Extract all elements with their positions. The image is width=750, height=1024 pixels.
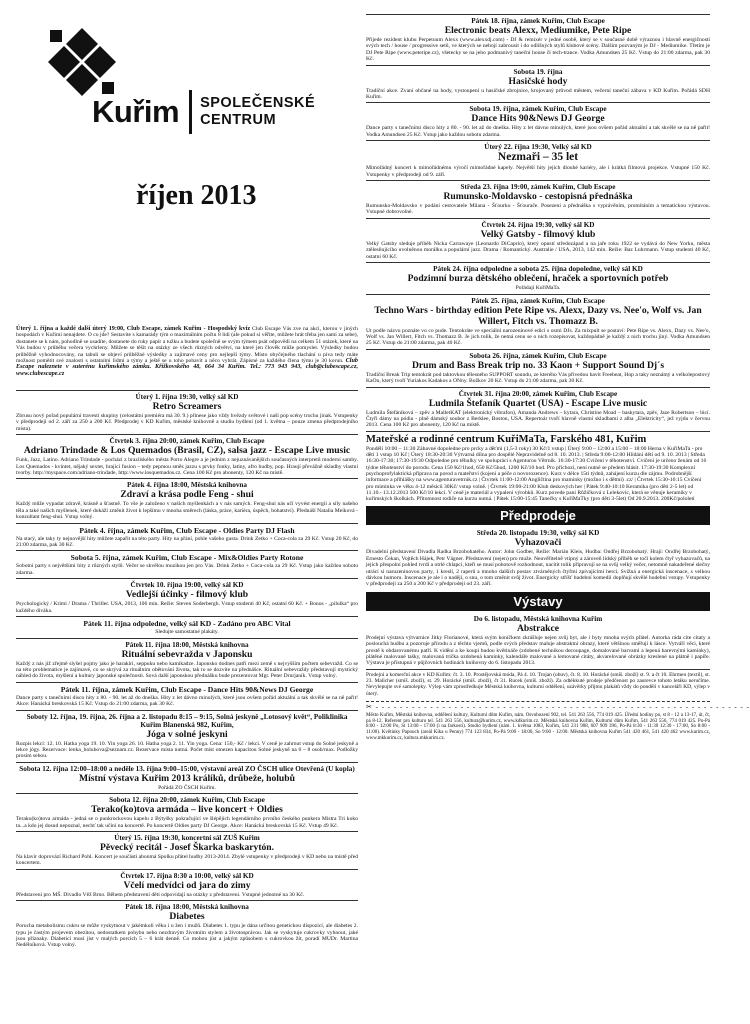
event-header: Středa 23. října 19:00, zámek Kuřim, Club Escape — [460, 183, 616, 192]
event-header: Čtvrtek 31. října 20:00, zámek Kuřim, Club Escape — [458, 389, 618, 398]
event-item — [16, 869, 358, 900]
event-body: Tradiční akce. Zvaní občané na hody, vystoupení u hasičské zbrojnice, krojovaný průvod městem, večerní taneční zábava v KD Kuřim. Pořádá SDH Kuřim. — [366, 87, 710, 101]
event-body: Ut podle názvu poznáte vo co pude. Tentokráte ve speciální narozeninové edici s osmi DJs. Za mixpult se postaví: Pete Ripe vs. Alexx, Dazy vs. Nee'o, Wolf vs. Jan Willert, Fitch vs. Thomazz B. Je jich tolik, že nemá cenu se o nich rozepisovat, každopádně je každý z nich trochu jiný. Vodka Amundsen 25 Kč. Vstup do 21:00 zdarma, pak 40 Kč. — [366, 327, 710, 347]
family-center — [366, 431, 710, 505]
event-title: Abstrakce — [516, 622, 560, 634]
event-body: Dance party s tanečními disco hity z 80. - 90. let až do dneška. Hity z let dávno minulých, které jsou ovšem pořád aktuální a tak skvělé se na ně pařit! Vodka Amundsen 25 Kč. Vstup jako každou sobotu zdarma. — [366, 125, 710, 138]
event-item — [16, 793, 358, 831]
event-item — [366, 294, 710, 349]
event-header: Pátek 24. října odpoledne a sobota 25. října dopoledne, velký sál KD — [433, 265, 643, 274]
intro-block — [16, 326, 358, 377]
event-title: Terako(ko)tova armáda – live koncert + Oldies — [91, 804, 283, 816]
event-title: Pátek 4. října, zámek Kuřim, Club Escape - Oldies Party DJ Flash — [79, 525, 295, 535]
event-body: Každý z nás již zřejmě slyšel pojmy jako je harakiri, seppuku nebo kamikadze. Japonsko dodnes patří mezi země s nejvyšším počtem sebevražd. Co se na této problematice je zajímavé, co se skrývá za rituálním obětování života, tak to se dozvíte na přednášce. Rituální sebevraždy představují mystický náhled do života, myšlení a kultury japonské společnosti. Sová další japonskou přednášku bude prezentovat Mgr. Peter Drurjaník. Vstup volný. — [16, 660, 358, 680]
event-item — [366, 14, 710, 65]
event-header: Sobota 26. října, zámek Kuřim, Club Escape — [469, 351, 607, 360]
brand-subtitle — [200, 95, 315, 129]
event-header: Pátek 18. října 18:00, Městská knihovna — [125, 903, 249, 912]
month-title: říjen 2013 — [136, 180, 257, 211]
event-header: Pátek 25. října, zámek Kuřim, Club Escape — [471, 296, 605, 305]
event-body: Sobotní party s největšími hity z různých stylů. Večer se skvělou muzikou jen pro Vás. Drink Zetko + Coca-cola za 29 Kč. Vstup jako každou sobotu zdarma. — [16, 563, 358, 576]
event-item — [366, 180, 710, 218]
event-item — [16, 390, 358, 434]
event-item — [366, 262, 710, 293]
event-header: Sobota 19. října — [513, 67, 563, 76]
address-info: Město Kuřim, Městská knihovna, oddělení kultury, Kulturní dům Kuřim, nám. Osvobození 902, tel. 541 263 556, 774 019 425. Úřední hodiny po, st 8 - 12 a 13-17, út, čt, pá 8-12. Referent pro kulturu tel. 541 263 556, kultura@kurim.cz, www.kdkurim.cz. Městská knihovna Kuřim, Kulturní dům Kuřim, 541 263 556, 774 019 425. Po-Pá 8:00 - 12:00 Po, St 13:00 - 17:00 (i na farkosti). Studio bydlení (nám. 1. května 1083, Kuřim, 541 231 908, 607 909 396, Po-Pá 8:30 - 11:30 12:30 - 17:00, So 8:00 - 11:00). Květinky Papouch (areál Kika u Penny) 774 123 834, Po-Pá 9:00 - 18:00, So 9:00 - 12:00. Městská knihovna Kuřim 541 420 461, 541 420 462 www.kurim.cz, www.mkkurim.cz, kultura.mkkurim.cz. — [366, 712, 710, 741]
event-item — [16, 478, 358, 522]
event-item — [16, 710, 358, 762]
event-header: Úterý 15. října 19:30, koncertní sál ZUŠ Kuřim — [114, 833, 260, 842]
event-body: Dance party s tanečními disco hity z 80. - 90. let až do dneška. Hity z let dávno minulých, které jsou ovšem pořád aktuální a tak skvělé se na ně pařit! Akce: Hanácká breskovská 15 Kč. Vstup do 21:00 zdarma, pak 30 Kč. — [16, 694, 358, 708]
event-title: Ludmila Štefaník Quartet (USA) - Escape Live music — [428, 397, 648, 409]
event-title: Velký Gatsby - filmový klub — [480, 228, 596, 240]
event-header: Soboty 12. října, 19. října, 26. října a 2. listopadu 8:15 – 9:15, Solná jeskyně „Lotosový květ“, Poliklinika Kuřim Blanenská 982, Kuřim, — [26, 712, 348, 729]
event-body: Porucha metabolismu cukru se může vyskytnout v jakémkoli věku i u žen i mužů. Diabetes 1. typu je dána určitou genetickou dispozicí, ale diabetes 2. typu je častým projevem obezitou, nedostatkem pohybu nebo nezdravým životním stylem a životosprávou. Jak se vyskytuje cukrovky vyhnout, jaké jsou příznaky. Diabetici musí jíst v malých porcích 5 – 6 krát denně. Co mohou jíst a jakým způsobem s cukrovkou žít, poradí MUDr. Martina Nedělníková. Vstup volný. — [16, 923, 358, 949]
event-title: Hasičské hody — [508, 75, 568, 87]
event-header: Pátek 18. října, zámek Kuřim, Club Escape — [471, 17, 605, 25]
event-body: Tradiční Break Trip tentokrát pod taktovkou tělesného SUPPORT soundu, ze kterého Vás přivedou bavit Freebeat, Hop a taky neznámý a velkolepostový KaOn, který tvoří Yuriakos Kadakos a ONny. Božkov 20 Kč. Vstup do 21:00 zdarma, pak 30 Kč. — [366, 371, 710, 385]
event-header: Pátek 4. října 18:00, Městská knihovna — [127, 481, 247, 490]
event-item — [366, 102, 710, 140]
event-title: Dance Hits 90&News DJ George — [471, 113, 605, 125]
cut-line: ✂ - - - - - - - - - - - - - - - - - - - - - - - - - - - - - - - - - - - - - - - - - - - - - - - - - - - - - - - - - - - - - - — [366, 702, 750, 711]
event-header: Středa 20. listopadu 19:30, velký sál KD — [476, 529, 600, 538]
event-body: Funk, Jazz, Latino. Adriano Trindade - pochází z brazilského města Porto Alegre a je jedním z nejuznávanějších současných interpretů moderní samby. Los Quemados - kvintet, nějaký sextet, hrající fusion – tedy pepmou směs jazzu s prvky funky, latiny, afro hudby, pop. Hraují převážně skladby vlastní tvorby. http://myspace.com/adriano-trindade, http://www.losquemados.cz. Cena 100 Kč pro abonenty, 120 Kč na místě. — [16, 457, 358, 477]
family-center-title: Mateřské a rodinné centrum KuřiMaTa, Farského 481, Kuřim — [366, 433, 647, 445]
event-header: Do 6. listopadu, Městská knihovna Kuřim — [473, 614, 603, 623]
event-item — [16, 616, 358, 637]
event-title: Pátek 11. října odpoledne, velký sál KD - Zadáno pro ABC Vital — [83, 619, 291, 629]
event-title: Rituální sebevražda v Japonsku — [121, 648, 253, 660]
event-item — [16, 638, 358, 682]
event-item — [16, 762, 358, 793]
event-header: Čtvrtek 24. října 19:30, velký sál KD — [481, 220, 595, 229]
presale-band: Předprodeje — [366, 506, 710, 525]
event-header: Čtvrtek 10. října 19:00, velký sál KD — [130, 581, 244, 590]
event-body: Prodejní výstava výtvarnice Jitky Florianové, která svým koníčkem zkrášluje nejen svůj byt, ale i byty mnoha svých přátel. Autorka ráda cite citaty a poslouchá hudbu a pozoruje přírodu a z těchto vjemů, podle svých představ maluje abstraktní obrazy, které většinou směřují k lásce. Vytváří věci, které prostě k obdarovanému patří. K vidění a ke koupi budou květináče (zdobené technikou decoupage, domalované barvami a lepená barevnými kamínky), plátěné malované tašky, malovaná trička ozdobená kamínky, kalendáře malované a lemované citáty, akvarelované obrázky kreslené na plátně i papíře. Výstava je přístupná v půjčovních hodinách knihovny do 6. listopadu 2013. — [366, 634, 710, 667]
event-item — [16, 900, 358, 951]
event-title: Včelí medvídci od jara do zimy — [123, 879, 251, 891]
brand-line1: SPOLEČENSKÉ — [200, 95, 316, 111]
event-item — [16, 434, 358, 478]
intro-tail: Club Escape naleznete v suterénu kuřimského zámku. Křížkovského 48, 664 34 Kuřim. Tel.: 773 943 943, club@clubescape.cz, www.clubescape.cz — [16, 357, 358, 377]
event-title: Drum and Bass Break trip no. 33 Kaon + Support Sound Dj´s — [411, 359, 665, 371]
event-body: Pořádá ZO ČSCH Kuřim. — [158, 784, 216, 791]
event-body: Psychologický / Krimi / Drama / Thriller. USA, 2013, 106 min. Režie: Steven Soderbergh. Vstup studenti 40 Kč, ostatní 60 Kč. + Bonus - „pilulka“ pro každého diváka. — [16, 601, 358, 614]
event-item — [16, 831, 358, 869]
right-column — [366, 14, 750, 1014]
event-header: Čtvrtek 17. října 8:30 a 10:00, velký sál KD — [120, 871, 254, 880]
event-title: Pěvecký recitál - Josef Škarka baskarytón. — [99, 841, 275, 853]
event-header: Sobota 12. října 20:00, zámek Kuřim, Club Escape — [109, 796, 265, 805]
event-body: Každý může vypadat zdravě, krásně a šťastně. To vše je založeno v našich myšlenkách a v nás samých. Feng-shui nás učí vyvést energii a síly našeho těla a také našich myšlenek, které dokáží změnit život k lepšímu v mnoha směrech (láska, práce, kariéra, úspěch, bohatství). Přednáší Natalia Meíková - konzultant feng-shui. Vstup volný. — [16, 501, 358, 521]
exhibit-band: Výstavy — [366, 592, 710, 611]
event-body: Na klavír doprovází Richard Pohl. Koncert je součástí abonmá Spolku přátel hudby 2013-2014. Zbylé vstupenky v předprodeji v KD nebo na místě před koncertem. — [16, 853, 358, 867]
event-body: Divadelní představení Divadla Radka Brzobohatého. Autor: John Godber, Režie: Marián Kleis, Hudba: Ondřej Brzobohatý. Hrají: Ondřej Brzobohatý, Ernesto Čekan, Vojtěch Hájek, Petr Vágner. Představení (nejen) pro muže. Neuvěřitelně vtipný a zároveň lidský příběh se točí kolem čtyř vyhazovačů, na jejich přespolní pohled tvrdí a otrlé chlapci, kteří se musí pohotově rozhodnout, nacítit tolik připravují se na svůj velký večer, netomně nakadeřené slečny utrácí si naruzeninovou party, 1 kreslí, 2 raperů a mnoho dalších postav ztvárněných čtyřmi zpívajícími herci. Svižná a energická inscenace, s velkou dávkou humoru. Inscenace je ale i o naději, o snu, o tom změnit svůj život. Energicky stříšť hudební komedii doplňují skvělé hudební vstupy. Vstupenky v předprodeji za 250 a 200 Kč v předprodeji od 23. září. — [366, 549, 710, 588]
event-title: Rumunsko-Moldavsko - cestopisná přednáška — [443, 191, 633, 203]
event-title: Retro Screamers — [152, 401, 222, 412]
family-center-body: Pondělí 10:00 – 11:30 Zábavné dopoledne pro prcky a děťmi (1,5-3 roky) 30 Kč/1 vstup | Úterý 9:00 – 12:00 a 15:00 – 18:00 Herna v KuřiMaTa - pro děti 1 vstup 10 Kč | Úterý 18:30-20:30 Výtvarná dílna pro dospělé Nepravidelně od 8. 10. 2013. | Středa 9:00-12:00 Hlídání dětí od 9. 10. 2013 | Středa 16:30-17:30; 17:30-19:30 Odpoledne pro těhulky ve spolupráci s Agenturou Větrník. 16:30-17:30 Cvičení v těhotenství. Cvičení je určeno ženám od 16 týdne těhotenství do porodu. Cena 150 Kč/1hod, 650 Kč/5hod, 1200 Kč/10 hod. Pro příchozí, není nutné se předem hlásit. 17:30-19:30 Komplexní psychoprofylaktická příprava na porod a mateřství (kojení a péče o novorozence). Kurz v délce 15ti týdnů, zahájení kurzu dle zájmu. Podrobnější informace a přihlášky na www.agenturavetrnik.cz | Čtvrtek 11:00-12:00 Angličtina pro maminky (možno i s dětmi) .cz/ | Čtvrtek 15:30-16:15 Cvičení pro miminka ve věku 4-12 měsíců 30Kč/ vstup volně. | Čtvrtek 19:00-21:00 Klub deskových her | Pátek 9:40-10:10 Keramika (pro děti 2-5 let) od 11.10.- 13.12.2013 500 Kč/10 lekcí. V ceně je materiál a vypalení výrobků. Kurz povede paní Růžičková z Lelekovic, která se věnuje keramiky v kuřimských školkách. Přítomnost rodiče na kurzu nutná. | Pátek 15:00-15:45 Tanečky s KuřiMaTky (pro děti 3-5let) Od 20.9.2013. 200Kč/pololetí — [366, 445, 707, 503]
exhibit-event — [366, 613, 710, 669]
presale-event — [366, 527, 710, 589]
event-title: Vyhazovači — [514, 537, 562, 549]
intro-body: Club Escape Vás zve na akci, kterou v jiných hospodách v Kuřimi nenajdete. O co jde? Sestavíte s kamarády tým o maximálním počtu 8 lidí (ale pokud si věříte, můžete hrát třeba jen sami za sebe), dostanete se k nám, pohodlně se usadíte, dostanete do ruky papír a tužku a budete společně se svým týmem psát odpovědi na celkem 51 otázek, které na Vás budou v průběhu večera vychrleny. Můžete se těšit na otázky ze všech různých odvětví, na které jen člověk může pomyslet. Výsledky budou průběžně vyhodnocovány, na tabuli se objeví průběžné výsledky a zajímavé ceny pro nejlepší týmy. Místo obyčejného tlachání u piva tedy máte možnost pomětit své znalosti s ostatními lidmi a týmy a ještě se u toho pobavit a něco vyhrát. Zápisné za každého člena týmu je 30 korun. — [16, 326, 358, 365]
event-body: Na starý, ale taky ty nejnovější hity můžete zapařit na této party. Hity na přání, pohle vašeho gusta. Drink Zetko + Coca-cola za 29 Kč. Vstup 20 Kč, do 21:00 zdarma, pak 30 Kč. — [16, 535, 358, 549]
event-title: Diabetes — [169, 911, 205, 923]
event-body: Sledujte samostatné plakáty. — [155, 629, 219, 636]
event-title: Jóga v solné jeskyni — [146, 728, 228, 740]
event-body: Velký Gatsby sleduje příběh Nicka Carrawaye (Leonardo DiCaprio), který opustí středozápad a na jaře roku 1922 se vydává do New Yorku, města ztělesňujícího uvolněnou morálku a populární jazz. Drama / Romantický. Australie / USA, 2013, 142 min. Režie: Baz Luhrmann. Vstup studenti 40 Kč, ostatní 60 Kč. — [366, 240, 710, 260]
event-header: Sobota 12. října 12:00–18:00 a neděle 13. října 9:00–15:00, výstavní areál ZO ČSCH ulice Otevřená (U kopla) — [19, 764, 355, 773]
kurim-cross-logo — [46, 26, 118, 98]
brand-line2: CENTRUM — [200, 112, 277, 128]
event-item — [16, 523, 358, 551]
event-item — [366, 218, 710, 262]
event-body: Rumunsko-Moldavsko v podání cestovatele Milana - Šťourko - Šťourače. Posezení a přednáška s vyprávěním, promítáním a tematickou výstavou. Vstupné dobrovolné. — [366, 203, 710, 216]
event-header: Čtvrtek 3. října 20:00, zámek Kuřim, Club Escape — [109, 437, 265, 446]
right-events-list — [366, 14, 710, 431]
event-item — [366, 65, 710, 103]
event-title: Místní výstava Kuřim 2013 králíků, drůbeže, holubů — [79, 772, 295, 784]
event-item — [366, 140, 710, 180]
event-item — [366, 387, 710, 431]
left-events-list — [16, 390, 358, 951]
intro-head: Úterý 1. října a každé další úterý 19:00, Club Escape, zámek Kuřim - Hospodský kvíz — [16, 325, 251, 332]
event-title: Sobota 5. října, zámek Kuřim, Club Escape - Mix&Oldies Party Rotone — [70, 553, 304, 563]
footer-note: Prodejní a komerční akce v KD Kuřim: čt. 3. 10. Prostějovská móda, Pá 4. 10. Trojan (obuv), čt. 8. 10. Horácké (smíš. zboží) st. 9. a čt 10. Ehrmen (textil), st. 23. Malicher (smíš. zboží), st. 29. Horácké (smíš. zboží), čt 31. Rucek (smíš. zboží). Za odtékkuté prodeje předčenost po zaurevce tohoto letáku neručíme. Nevylepujte své samolepky. Výlep vám zprostředkuje Městská knihovna, kulturní oddělení, uzávěrky přijmu plakátů vždy do pondělí v kanceláři KD, výlep v úterý. — [366, 669, 710, 697]
event-header: Pátek 11. října 18:00, Městská knihovna — [125, 640, 249, 649]
left-column — [16, 14, 358, 1014]
event-title: Nezmaři – 35 let — [497, 151, 579, 164]
event-body: Ludmila Štefániková – zpěv a MalletKAT (elektronický vibrafon), Amanda Andrews – kytara, Christine Moad – baskytara, zpěv, Jaze Robertson – bicí. Čtyři dámy na pódiu - plně dámský soubor z Berklee, Boston, USA. Repertoár tvoří hlavně vlastní skladbami z alba „Elektricity“, jež vyjdu v červnu 2013. Cena 100 Kč pro abonenty, 120 Kč na místě. — [366, 409, 710, 429]
event-body: Zbrusu nový pořad populární travesti skupiny (celostátní premiéra má 30. 9.) přinese jako vždy hvězdy světové i naší pop scény trochu jinak. Vstupenky v předprodeji od 2. září za 250 a 200 Kč. Předprodej v KD Kuřim, městské knihovně a studiu bydlení (od 1. května – pouze zmena předprodejního místa). — [16, 413, 358, 432]
event-header: Úterý 1. října 19:30, velký sál KD — [135, 393, 239, 401]
event-item — [366, 349, 710, 387]
event-body: Přijede rezident klubu Perpetuum Alexx (www.alexxdj.com) - DJ & remixér v jedné osobě, který se v současné době výraznou i hlavně energičností svých tech / house / progressive setů, ve kterých se nebojí zabrousit i do odlišných stylů klubové scény. Dalším pozvaným je DJ - Mediumike. Třetím je DJ Pete Ripe (www.peteripe.cz), všetecky se na jeho podmanivý taneční house či tech-trance. Vodka Amundsen 25 Kč. Vstup do 21:00 zdarma, pak 30 Kč. — [366, 37, 710, 63]
event-header: Úterý 22. října 19:30, Velký sál KD — [484, 143, 592, 152]
event-body: Terako(ko)tova armáda - jedná se o punkrockovou kapelu z Býtyšky pokračující ve šlépějích legendárního prvního českého punkera Mistra Tri koko ta...a kdo jej dosud nepoznal, nechť tak učiní na koncertě. Po koncertě Oldies party DJ George. Akce: Hanácká breskovská 15 Kč. Vstup 49 Kč. — [16, 816, 358, 829]
event-title: Vedlejší účinky - filmový klub — [125, 589, 249, 601]
event-item — [16, 550, 358, 578]
event-title: Electronic beats Alexx, Mediumike, Pete Ripe — [444, 25, 632, 36]
event-body: Mimořádný koncert k mimořádnému výročí mimořádné kapely. Největší hity jejich dlouhé kariéry, ale i krátká filmová projekce. Vstupné 150 Kč. Vstupenky v předprodeji od 9. září. — [366, 165, 710, 178]
brand-name: Kuřim — [92, 94, 180, 129]
event-title: Podzimní burza dětského oblečení, hraček a sportovních potřeb — [407, 273, 669, 285]
event-title: Pátek 11. října, zámek Kuřim, Club Escape - Dance Hits 90&News DJ George — [60, 684, 314, 694]
event-header: Sobota 19. října, zámek Kuřim, Club Escape — [469, 105, 607, 114]
event-item — [16, 682, 358, 710]
event-item — [16, 578, 358, 616]
brand-divider — [189, 90, 192, 134]
event-title: Zdraví a krása podle Feng - shui — [120, 489, 254, 501]
event-body: Rozpis lekcí: 12. 10. Hatha yoga 19. 10. Yin yoga 26. 10. Hatha yoga 2. 11. Yin yoga. Cena: 150,- Kč / lekci. V ceně je zahrnut vstup do Solné jeskyně a lekce jógy. Rezervace: lenka_holubova@seznam.cz. Rezervace místa nutná. Počet míst omezen kapacitou Solné jeskyně na 6 – 8 osob/max. Podložky prosím sebou. — [16, 740, 358, 760]
event-body: Představení pro MŠ. Divadlo Věž Brno. Během představení děti odpovídají na otázky z představeni. Vstupné jednotné na 30 Kč. — [16, 891, 305, 898]
brand — [92, 90, 315, 134]
event-body: Pořádají KuřiMaTa. — [515, 285, 561, 292]
event-title: Adriano Trindade & Los Quemados (Brasil, CZ), salsa jazz - Escape Live music — [23, 445, 351, 457]
event-title: Techno Wars - birthday edition Pete Ripe vs. Alexx, Dazy vs. Nee'o, Wolf vs. Jan Willert, Fitch vs. Thomazz B. — [374, 304, 702, 327]
